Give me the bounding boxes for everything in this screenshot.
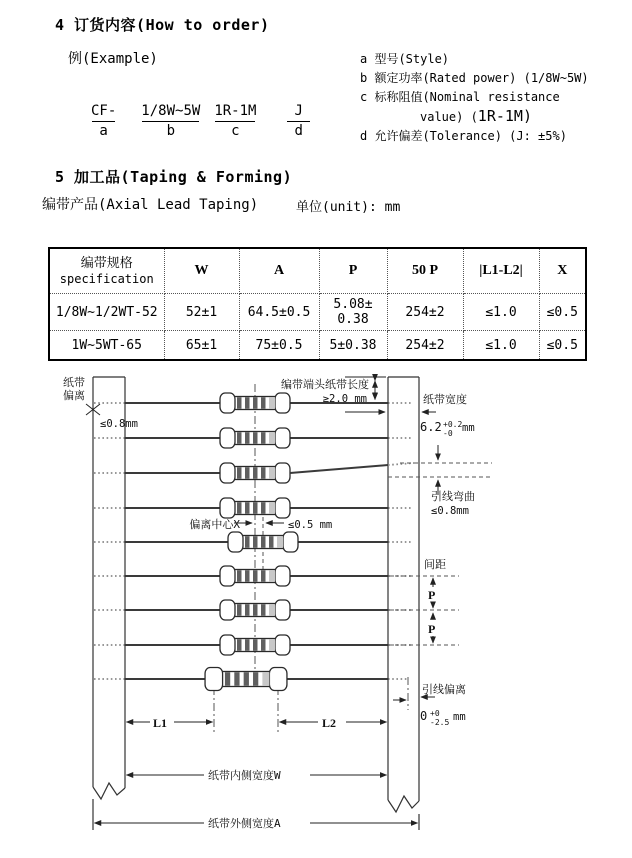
cell-l1l2: ≤1.0 — [463, 294, 539, 331]
order-part-b — [135, 103, 206, 139]
col-header-a: A — [239, 248, 319, 294]
pitch-p2: P — [428, 622, 436, 636]
cell-a: 64.5±0.5 — [239, 294, 319, 331]
order-part-d — [284, 103, 312, 139]
tape-dev-label-2: 偏离 — [63, 389, 85, 402]
outer-width-label: 纸带外侧宽度A — [208, 817, 281, 830]
legend-value-small: value) ( — [420, 110, 478, 124]
annotation-off-center — [189, 517, 332, 531]
tape-dev-value: ≤0.8mm — [100, 418, 138, 430]
lead-dev-label: 引线偏离 — [422, 683, 466, 696]
order-token: 1R-1M — [214, 103, 257, 119]
annotation-inner-width — [127, 768, 387, 782]
cell-p: 5±0.38 — [319, 331, 387, 361]
table-row — [49, 294, 586, 331]
cell-l1l2: ≤1.0 — [463, 331, 539, 361]
tape-width-label: 纸带宽度 — [423, 393, 467, 406]
bent-lead — [290, 465, 388, 473]
pitch-label: 间距 — [424, 558, 446, 571]
cell-w: 52±1 — [164, 294, 239, 331]
order-letter: a — [92, 121, 115, 139]
spec-header-en: specification — [59, 271, 154, 286]
resistor-rows — [94, 384, 413, 734]
legend-value-big: 1R-1M) — [477, 107, 532, 125]
order-token: 1/8W~5W — [141, 103, 201, 119]
col-header-x: X — [539, 248, 586, 294]
resistor — [220, 463, 290, 483]
taping-spec-table — [48, 247, 587, 361]
spec-header-cn: 编带规格 — [80, 255, 133, 271]
lead-bend-value: ≤0.8mm — [431, 505, 469, 517]
annotation-lead-bend — [290, 445, 492, 517]
section5-heading: 5 加工品(Taping & Forming) — [55, 168, 293, 186]
lead-dev-value: 0 — [420, 709, 428, 723]
cell-a: 75±0.5 — [239, 331, 319, 361]
tape-width-unit: mm — [462, 422, 475, 434]
annotation-pitch — [388, 557, 459, 645]
cell-x: ≤0.5 — [539, 294, 586, 331]
legend-line-c: c 标称阻值(Nominal resistance — [360, 90, 560, 104]
off-center-value: ≤0.5 mm — [288, 519, 333, 531]
cell-spec: 1W~5WT-65 — [49, 331, 164, 361]
resistor — [220, 498, 290, 518]
section4-heading: 4 订货内容(How to order) — [55, 16, 270, 34]
cell-x: ≤0.5 — [539, 331, 586, 361]
resistor — [220, 600, 290, 620]
lead-dev-tol-minus: -2.5 — [430, 718, 450, 727]
end-length-value: ≥2.0 mm — [322, 393, 367, 405]
cell-p: 5.08± 0.38 — [319, 294, 387, 331]
annotation-l1-l2 — [127, 716, 387, 730]
col-header-p: P — [319, 248, 387, 294]
table-row — [49, 331, 586, 361]
order-letter: c — [215, 121, 255, 139]
lead-dev-tol-plus: +0 — [430, 709, 440, 718]
order-legend — [360, 50, 625, 146]
resistor — [228, 532, 298, 552]
resistor — [220, 393, 290, 413]
cell-50p: 254±2 — [387, 331, 463, 361]
order-letter: b — [142, 121, 199, 139]
tape-width-tol-minus: -0 — [443, 429, 453, 438]
table-header-row — [49, 248, 586, 294]
l2-label: L2 — [322, 716, 337, 730]
col-header-w: W — [164, 248, 239, 294]
cell-spec: 1/8W~1/2WT-52 — [49, 294, 164, 331]
resistor — [205, 668, 287, 691]
section5-subtitle: 编带产品(Axial Lead Taping) — [42, 197, 259, 213]
order-example — [85, 103, 313, 139]
lead-dev-unit: mm — [453, 711, 466, 723]
right-tape — [388, 377, 419, 830]
annotation-lead-deviation — [393, 677, 466, 727]
order-part-a — [85, 103, 122, 139]
tape-width-tol-plus: +0.2 — [443, 420, 463, 429]
annotation-outer-width — [95, 816, 418, 830]
tape-dev-label-1: 纸带 — [63, 376, 85, 389]
tape-width-value: 6.2 — [420, 420, 442, 434]
order-letter: d — [287, 121, 309, 139]
inner-width-label: 纸带内侧宽度W — [208, 769, 281, 782]
spec-header — [49, 248, 164, 294]
annotation-end-length — [281, 377, 386, 405]
col-header-50p: 50 P — [387, 248, 463, 294]
taping-diagram — [62, 372, 602, 850]
example-label: 例(Example) — [68, 51, 158, 67]
tape-break-zigzag — [93, 783, 125, 799]
lead-bend-label: 引线弯曲 — [431, 490, 475, 503]
pitch-p1: P — [428, 588, 436, 602]
end-length-label: 编带端头纸带长度 — [281, 378, 369, 391]
unit-label: 单位(unit): mm — [296, 200, 401, 215]
resistor — [220, 635, 290, 655]
legend-line-b: b 额定功率(Rated power) (1/8W~5W) — [360, 71, 589, 85]
order-part-c — [208, 103, 262, 139]
legend-line-a: a 型号(Style) — [360, 52, 450, 66]
resistor — [220, 566, 290, 586]
cell-w: 65±1 — [164, 331, 239, 361]
l1-label: L1 — [153, 716, 168, 730]
col-header-l1l2: |L1-L2| — [463, 248, 539, 294]
order-token: J — [294, 103, 303, 119]
resistor — [220, 428, 290, 448]
legend-line-d: d 允许偏差(Tolerance) (J: ±5%) — [360, 129, 567, 143]
left-tape — [93, 377, 125, 830]
legend-line-c-value — [360, 107, 625, 127]
off-center-label: 偏离中心X — [189, 518, 240, 531]
order-token: CF- — [91, 103, 117, 119]
cell-50p: 254±2 — [387, 294, 463, 331]
tape-break-zigzag — [388, 796, 419, 812]
